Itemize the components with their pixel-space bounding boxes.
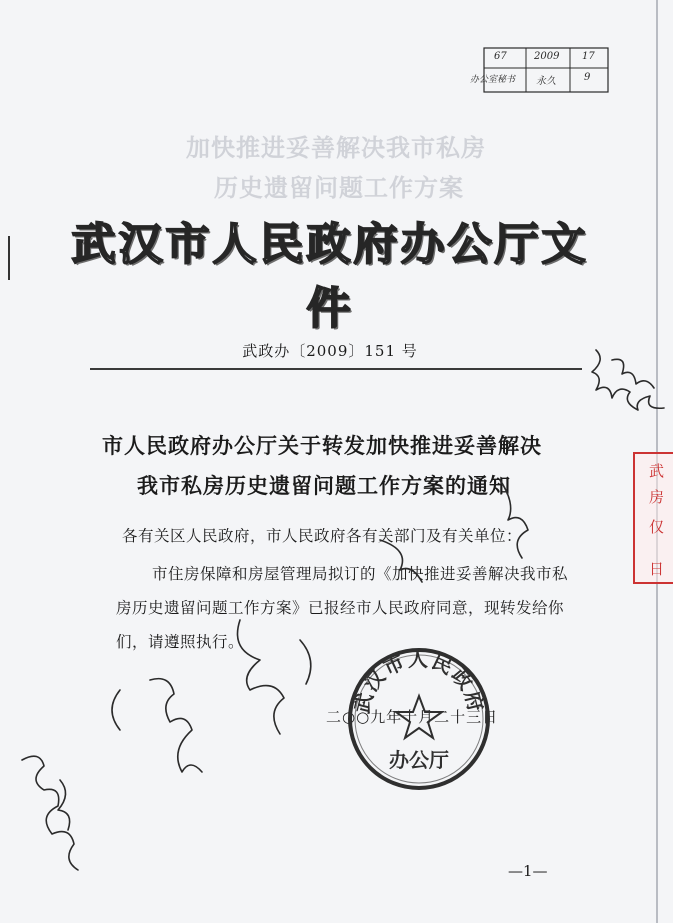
document-title-line-2: 我市私房历史遗留问题工作方案的通知: [137, 473, 511, 498]
addressee: 各有关区人民政府，市人民政府各有关部门及有关单位：: [122, 527, 523, 545]
side-stamp-char: 武: [649, 462, 665, 480]
document-masthead: 武汉市人民政府办公厅文件: [71, 219, 589, 334]
side-stamp-char: 日: [649, 560, 665, 578]
body-line-1: 市住房保障和房屋管理局拟订的《加快推进妥善解决我市私: [152, 565, 569, 583]
filing-stamp-cell: 9: [584, 72, 591, 83]
page-number: —1—: [508, 862, 548, 880]
filing-stamp-cell: 办公室秘书: [470, 75, 516, 85]
seal-bottom-text: 办公厅: [389, 748, 449, 772]
filing-stamp-cell: 67: [494, 51, 507, 62]
document-number: 武政办〔2009〕151 号: [242, 342, 418, 360]
side-stamp-char: 仅: [649, 518, 665, 536]
filing-stamp-cell: 永久: [536, 76, 556, 87]
bleed-through-text-2: 历史遗留问题工作方案: [214, 173, 464, 202]
document-title-line-1: 市人民政府办公厅关于转发加快推进妥善解决: [102, 433, 542, 458]
seal-arc-text: 武汉市人民政府: [349, 647, 489, 716]
bleed-through-text-1: 加快推进妥善解决我市私房: [186, 133, 486, 162]
signature-date: 二○○九年十月二十三日: [326, 708, 499, 726]
body-line-3: 们，请遵照执行。: [116, 633, 245, 651]
filing-stamp-cell: 2009: [534, 51, 560, 62]
side-stamp-char: 房: [649, 488, 665, 506]
filing-stamp-cell: 17: [582, 51, 595, 62]
body-line-2: 房历史遗留问题工作方案》已报经市人民政府同意，现转发给你: [116, 599, 565, 617]
